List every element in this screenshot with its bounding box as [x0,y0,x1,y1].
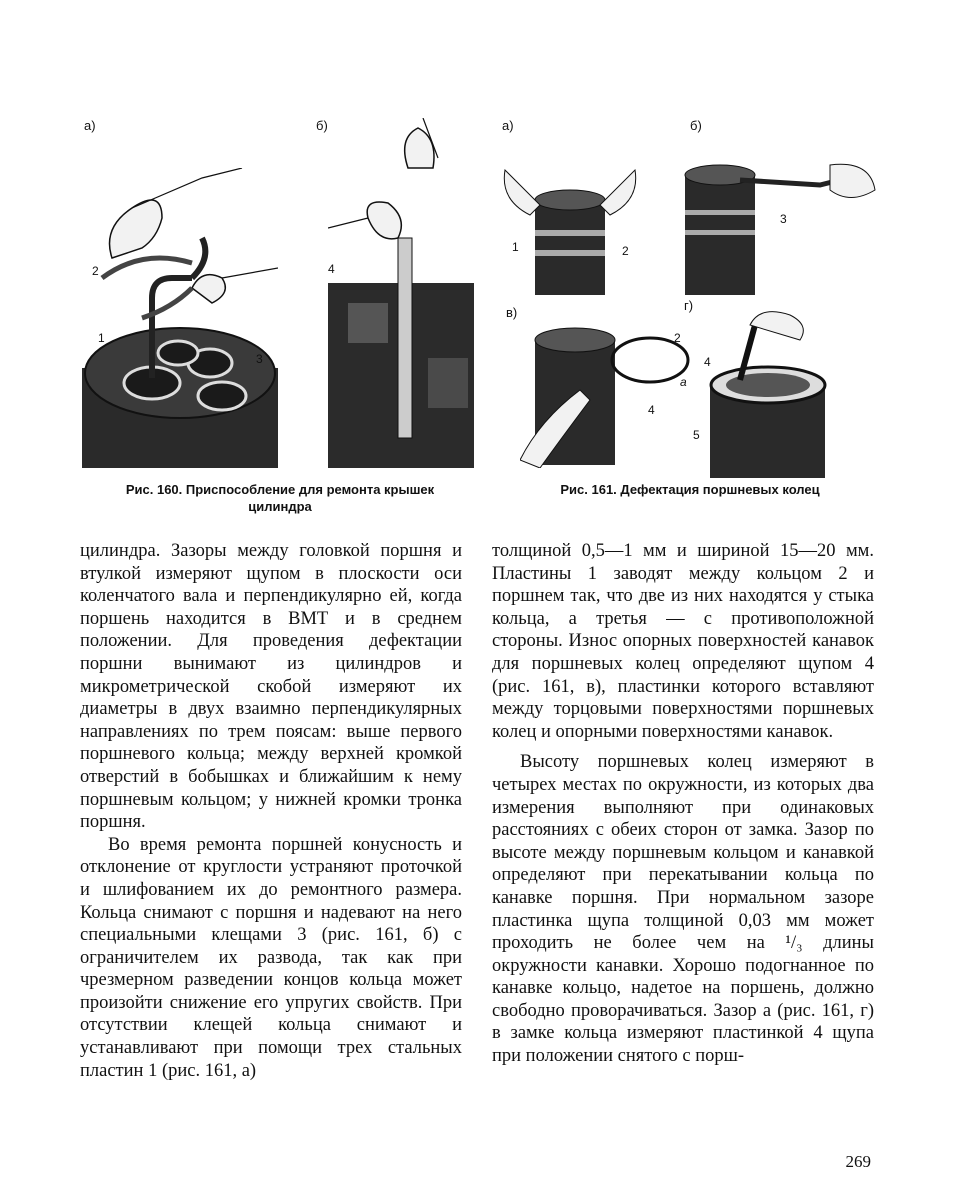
fig160a-cylinder-cover-photo [82,168,278,468]
right-paragraph-2: Высоту поршневых колец измеряют в четырех местах по окружности, из которых два измерения выполняют при одинаковых расстояниях с обеих сторон от замка. Зазор по высоте между поршневым кольцом и канавкой определяют при перекатывании кольца по канавке поршня. При нормальном зазоре пластинка щупа толщиной 0,03 мм может проходить не более чем на ¹/₃ длины окружности канавки. Хорошо подогнанное по канавке кольцо, надетое на поршень, должно свободно проворачиваться. Зазор а (рис. 161, г) в замке кольца измеряют пластинкой 4 щупа при положении снятого с порш- [492,752,874,1067]
left-paragraph-1: цилиндра. Зазоры между головкой поршня и втулкой измеряют щупом в плоскости оси коленчатого вала и перпендикулярно ей, когда поршень находится в ВМТ и в среднем положении. Для проведения дефектации поршни вынимают из цилиндров и микрометрической скобой измеряют их диаметры в двух взаимно перпендикулярных направлениях по трем поясам: выше первого поршневого кольца; между верхней кромкой отверстий в бобышках и ближайшим к нему поршневым кольцом; у нижней кромки тронка поршня. [80,541,462,833]
left-paragraph-2: Во время ремонта поршней конусность и отклонение от круглости устраняют проточкой и шлифованием их до ремонтного размера. Кольца снимают с поршня и надевают на него специальными клещами 3 (рис. 161, б) с ограничителем их развода, так как при чрезмерном разведении концов кольца может произойти снижение его упругих свойств. При отсутствии клещей кольца снимают и устанавливают при помощи трех стальных пластин 1 (рис. 161, а) [80,834,462,1081]
fig160-caption-line2: цилиндра [248,499,312,514]
fig161-callout-5: 5 [693,428,700,442]
fig160-callout-3: 3 [256,352,263,366]
fig160-callout-1: 1 [98,331,105,345]
fig161b-ring-pliers-photo [680,155,880,300]
fig161g-ring-gap-photo [700,305,828,478]
fig160-caption [80,481,480,515]
fig160b-tool-photo [328,118,474,468]
fig161-panel-b-label: б) [690,118,702,133]
fig160-callout-2: 2 [92,264,99,278]
fig161-callout-2a: 2 [622,244,629,258]
right-column [492,540,874,1068]
fig160-panel-a-label: а) [84,118,96,133]
left-column [80,540,462,1082]
fig161-callout-3: 3 [780,212,787,226]
fig161-callout-1: 1 [512,240,519,254]
fig161-callout-4v: 4 [648,403,655,417]
fig161-panel-g-label: г) [684,298,694,313]
fig160-callout-4: 4 [328,262,335,276]
fig160-caption-line1: Рис. 160. Приспособление для ремонта крышек [125,482,435,497]
fig161a-piston-plates-photo [500,160,640,300]
fig161-panel-a-label: а) [502,118,514,133]
fig161-panel-v-label: в) [506,305,518,320]
fig161-callout-4g: 4 [704,355,711,369]
fig161-callout-2v: 2 [674,331,681,345]
right-paragraph-1: толщиной 0,5—1 мм и шириной 15—20 мм. Пластины 1 заводят между кольцом 2 и поршнем так, что две из них находятся у стыка кольца, а третья — с противоположной стороны. Износ опорных поверхностей канавок для поршневых колец определяют щупом 4 (рис. 161, в), пластинки которого вставляют между торцовыми поверхностями поршневых колец и опорными поверхностями канавок. [492,541,874,742]
fig161v-groove-gauge-photo [520,320,690,468]
fig161-callout-a: а [680,375,687,389]
fig160-panel-b-label: б) [316,118,328,133]
fig161-caption: Рис. 161. Дефектация поршневых колец [560,482,820,497]
page-number: 269 [845,1152,871,1171]
